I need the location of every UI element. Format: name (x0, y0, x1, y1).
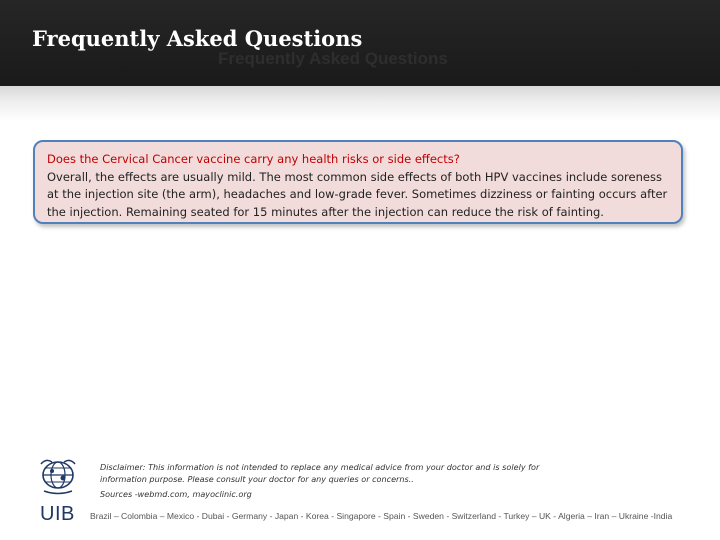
countries-list: Brazil – Colombia – Mexico - Dubai - Germany - Japan - Korea - Singapore - Spain - Sweden - Switzerland - Turkey – UK - Algeria – Iran – Ukraine -India (90, 511, 673, 521)
sources-text: Sources -webmd.com, mayoclinic.org (100, 489, 252, 499)
page-title: Frequently Asked Questions (32, 26, 363, 51)
logo-text: UIB (40, 503, 75, 525)
disclaimer-text: Disclaimer: This information is not intended to replace any medical advice from your doctor and is solely for information purpose. Please consult your doctor for any queries or concerns.. (100, 462, 540, 484)
header-bar (0, 0, 720, 86)
faq-question: Does the Cervical Cancer vaccine carry any health risks or side effects? (47, 152, 460, 166)
uib-globe-logo-icon (38, 456, 78, 496)
faq-answer-box (33, 140, 683, 224)
faq-answer: Overall, the effects are usually mild. The most common side effects of both HPV vaccines include soreness at the injection site (the arm), headaches and low-grade fever. Sometimes dizziness or fainting occurs after the injection. Remaining seated for 15 minutes after the injection can reduce the risk of fainting. (47, 169, 668, 219)
page-title-shadow-text: Frequently Asked Questions (218, 49, 448, 68)
header-shadow (0, 86, 720, 122)
